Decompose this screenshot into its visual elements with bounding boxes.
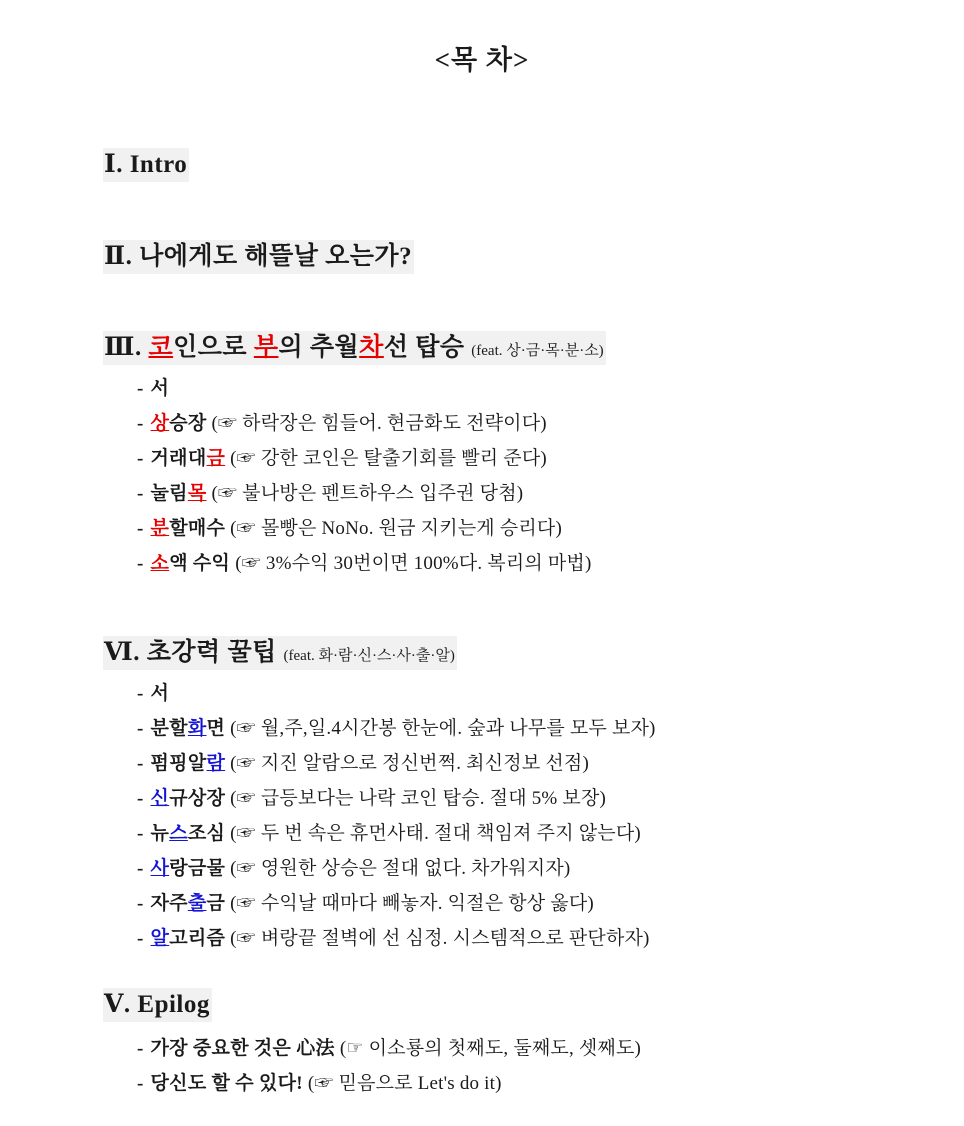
list-item	[137, 746, 656, 781]
section-heading-coin	[103, 331, 606, 365]
term-highlight: 출	[187, 893, 207, 914]
list-item	[137, 1031, 641, 1066]
term-highlight: 소	[150, 553, 170, 574]
term-suffix: 면	[206, 718, 226, 739]
term-highlight: 상	[150, 413, 170, 434]
term-suffix: 서	[150, 378, 170, 399]
item-description: (☞ 강한 코인은 탈출기회를 빨리 준다)	[230, 448, 547, 469]
list-item	[137, 511, 592, 546]
section-title: Intro	[129, 151, 188, 178]
list-item	[137, 1066, 641, 1101]
term-prefix: 펌핑알	[150, 753, 207, 774]
section-heading-epilog	[103, 988, 212, 1022]
item-term	[151, 858, 226, 879]
section-title: 나에게도 해뜰날 오는가?	[139, 243, 413, 270]
term-highlight: 사	[150, 858, 170, 879]
item-term	[151, 718, 226, 739]
title-part-3: 의 추월	[278, 334, 360, 361]
item-term	[151, 378, 170, 399]
item-description: (☞ 수익날 때마다 빼놓자. 익절은 항상 옳다)	[230, 893, 594, 914]
term-suffix: 조심	[187, 823, 226, 844]
item-description: (☞ 월,주,일.4시간봉 한눈에. 숲과 나무를 모두 보자)	[230, 718, 656, 739]
term-prefix: 당신도 할 수 있다!	[150, 1073, 303, 1094]
item-term	[151, 483, 207, 504]
item-term	[151, 1038, 335, 1059]
bullet-dash: -	[137, 718, 144, 739]
bullet-dash: -	[137, 858, 144, 879]
term-suffix: 서	[150, 683, 170, 704]
item-description: (☞ 하락장은 힘들어. 현금화도 전략이다)	[211, 413, 547, 434]
section-heading-intro	[103, 148, 189, 182]
section-sunrise	[103, 240, 414, 274]
section-heading-sunrise	[103, 240, 414, 274]
term-highlight: 분	[150, 518, 170, 539]
bullet-dash: -	[137, 893, 144, 914]
term-suffix: 승장	[169, 413, 207, 434]
bullet-dash: -	[137, 1073, 144, 1094]
section-numeral: Ⅱ.	[104, 243, 133, 270]
list-item	[137, 851, 656, 886]
bullet-dash: -	[137, 483, 144, 504]
item-description: (☞ 벼랑끝 절벽에 선 심정. 시스템적으로 판단하자)	[230, 928, 650, 949]
item-description: (☞ 3%수익 30번이면 100%다. 복리의 마법)	[235, 553, 592, 574]
item-term	[151, 683, 170, 704]
title-part-2: 부	[253, 334, 279, 361]
bullet-dash: -	[137, 683, 144, 704]
item-term	[151, 753, 226, 774]
term-prefix: 분할	[150, 718, 188, 739]
term-highlight: 신	[150, 788, 170, 809]
list-item	[137, 921, 656, 956]
bullet-dash: -	[137, 553, 144, 574]
section-numeral: Ⅴ.	[104, 991, 131, 1018]
bullet-dash: -	[137, 413, 144, 434]
term-highlight: 스	[169, 823, 188, 844]
list-section-epilog	[137, 1031, 641, 1101]
term-suffix: 할매수	[169, 518, 226, 539]
list-item	[137, 711, 656, 746]
list-item	[137, 441, 592, 476]
list-item	[137, 546, 592, 581]
item-term	[151, 518, 226, 539]
term-highlight: 알	[150, 928, 170, 949]
section-numeral: Ⅲ.	[104, 334, 142, 361]
title-part-4: 차	[359, 334, 384, 361]
item-term	[151, 788, 226, 809]
bullet-dash: -	[137, 928, 144, 949]
title-part-1: 인으로	[173, 334, 254, 361]
list-item	[137, 816, 656, 851]
section-title-parts	[148, 334, 464, 361]
section-tips	[103, 636, 457, 670]
bullet-dash: -	[137, 753, 144, 774]
item-description: (☞ 불나방은 펜트하우스 입주권 당첨)	[211, 483, 524, 504]
list-item	[137, 781, 656, 816]
term-highlight: 람	[206, 753, 226, 774]
item-term	[151, 553, 231, 574]
item-term	[151, 448, 226, 469]
title-part-0: 코	[148, 334, 174, 361]
term-suffix: 액 수익	[169, 553, 231, 574]
item-description: (☞ 영원한 상승은 절대 없다. 차가워지자)	[230, 858, 571, 879]
bullet-dash: -	[137, 1038, 144, 1059]
bullet-dash: -	[137, 448, 144, 469]
term-suffix: 고리즘	[169, 928, 226, 949]
list-item	[137, 476, 592, 511]
term-prefix: 거래대	[150, 448, 207, 469]
bullet-dash: -	[137, 378, 144, 399]
title-part-5: 선 탑승	[383, 334, 465, 361]
list-item	[137, 886, 656, 921]
item-term	[151, 928, 226, 949]
item-description: (☞ 지진 알람으로 정신번쩍. 최신정보 선점)	[230, 753, 589, 774]
bullet-dash: -	[137, 788, 144, 809]
list-item	[137, 371, 592, 406]
item-description: (☞ 이소룡의 첫째도, 둘째도, 셋째도)	[339, 1038, 642, 1059]
item-term	[151, 1073, 303, 1094]
term-highlight: 금	[206, 448, 226, 469]
section-coin	[103, 331, 606, 365]
section-epilog	[103, 988, 212, 1022]
section-numeral: Ⅰ.	[104, 151, 123, 178]
term-prefix: 뉴	[150, 823, 170, 844]
item-description: (☞ 두 번 속은 휴먼사태. 절대 책임져 주지 않는다)	[230, 823, 641, 844]
item-description: (☞ 급등보다는 나락 코인 탑승. 절대 5% 보장)	[230, 788, 607, 809]
term-prefix: 가장 중요한 것은 心法	[150, 1038, 335, 1059]
bullet-dash: -	[137, 518, 144, 539]
term-prefix: 눌림	[150, 483, 188, 504]
section-numeral: Ⅵ.	[104, 639, 140, 666]
section-heading-tips	[103, 636, 457, 670]
list-item	[137, 406, 592, 441]
page-title: <목 차>	[434, 45, 530, 75]
term-suffix: 금	[206, 893, 226, 914]
term-prefix: 자주	[150, 893, 188, 914]
section-title: Epilog	[137, 991, 210, 1018]
term-highlight: 화	[187, 718, 207, 739]
item-term	[151, 413, 207, 434]
term-highlight: 목	[187, 483, 207, 504]
list-section-tips	[137, 676, 656, 956]
term-suffix: 규상장	[169, 788, 226, 809]
section-feat: (feat. 상·금·목·분·소)	[471, 343, 604, 359]
term-suffix: 랑금물	[169, 858, 226, 879]
section-intro	[103, 148, 189, 182]
list-item	[137, 676, 656, 711]
bullet-dash: -	[137, 823, 144, 844]
item-description: (☞ 믿음으로 Let's do it)	[307, 1073, 502, 1094]
item-description: (☞ 몰빵은 NoNo. 원금 지키는게 승리다)	[230, 518, 563, 539]
list-section-coin	[137, 371, 592, 581]
section-feat: (feat. 화·람·신·스·사·출·알)	[283, 648, 455, 664]
item-term	[151, 893, 226, 914]
item-term	[151, 823, 226, 844]
section-title: 초강력 꿀팁	[146, 639, 277, 666]
